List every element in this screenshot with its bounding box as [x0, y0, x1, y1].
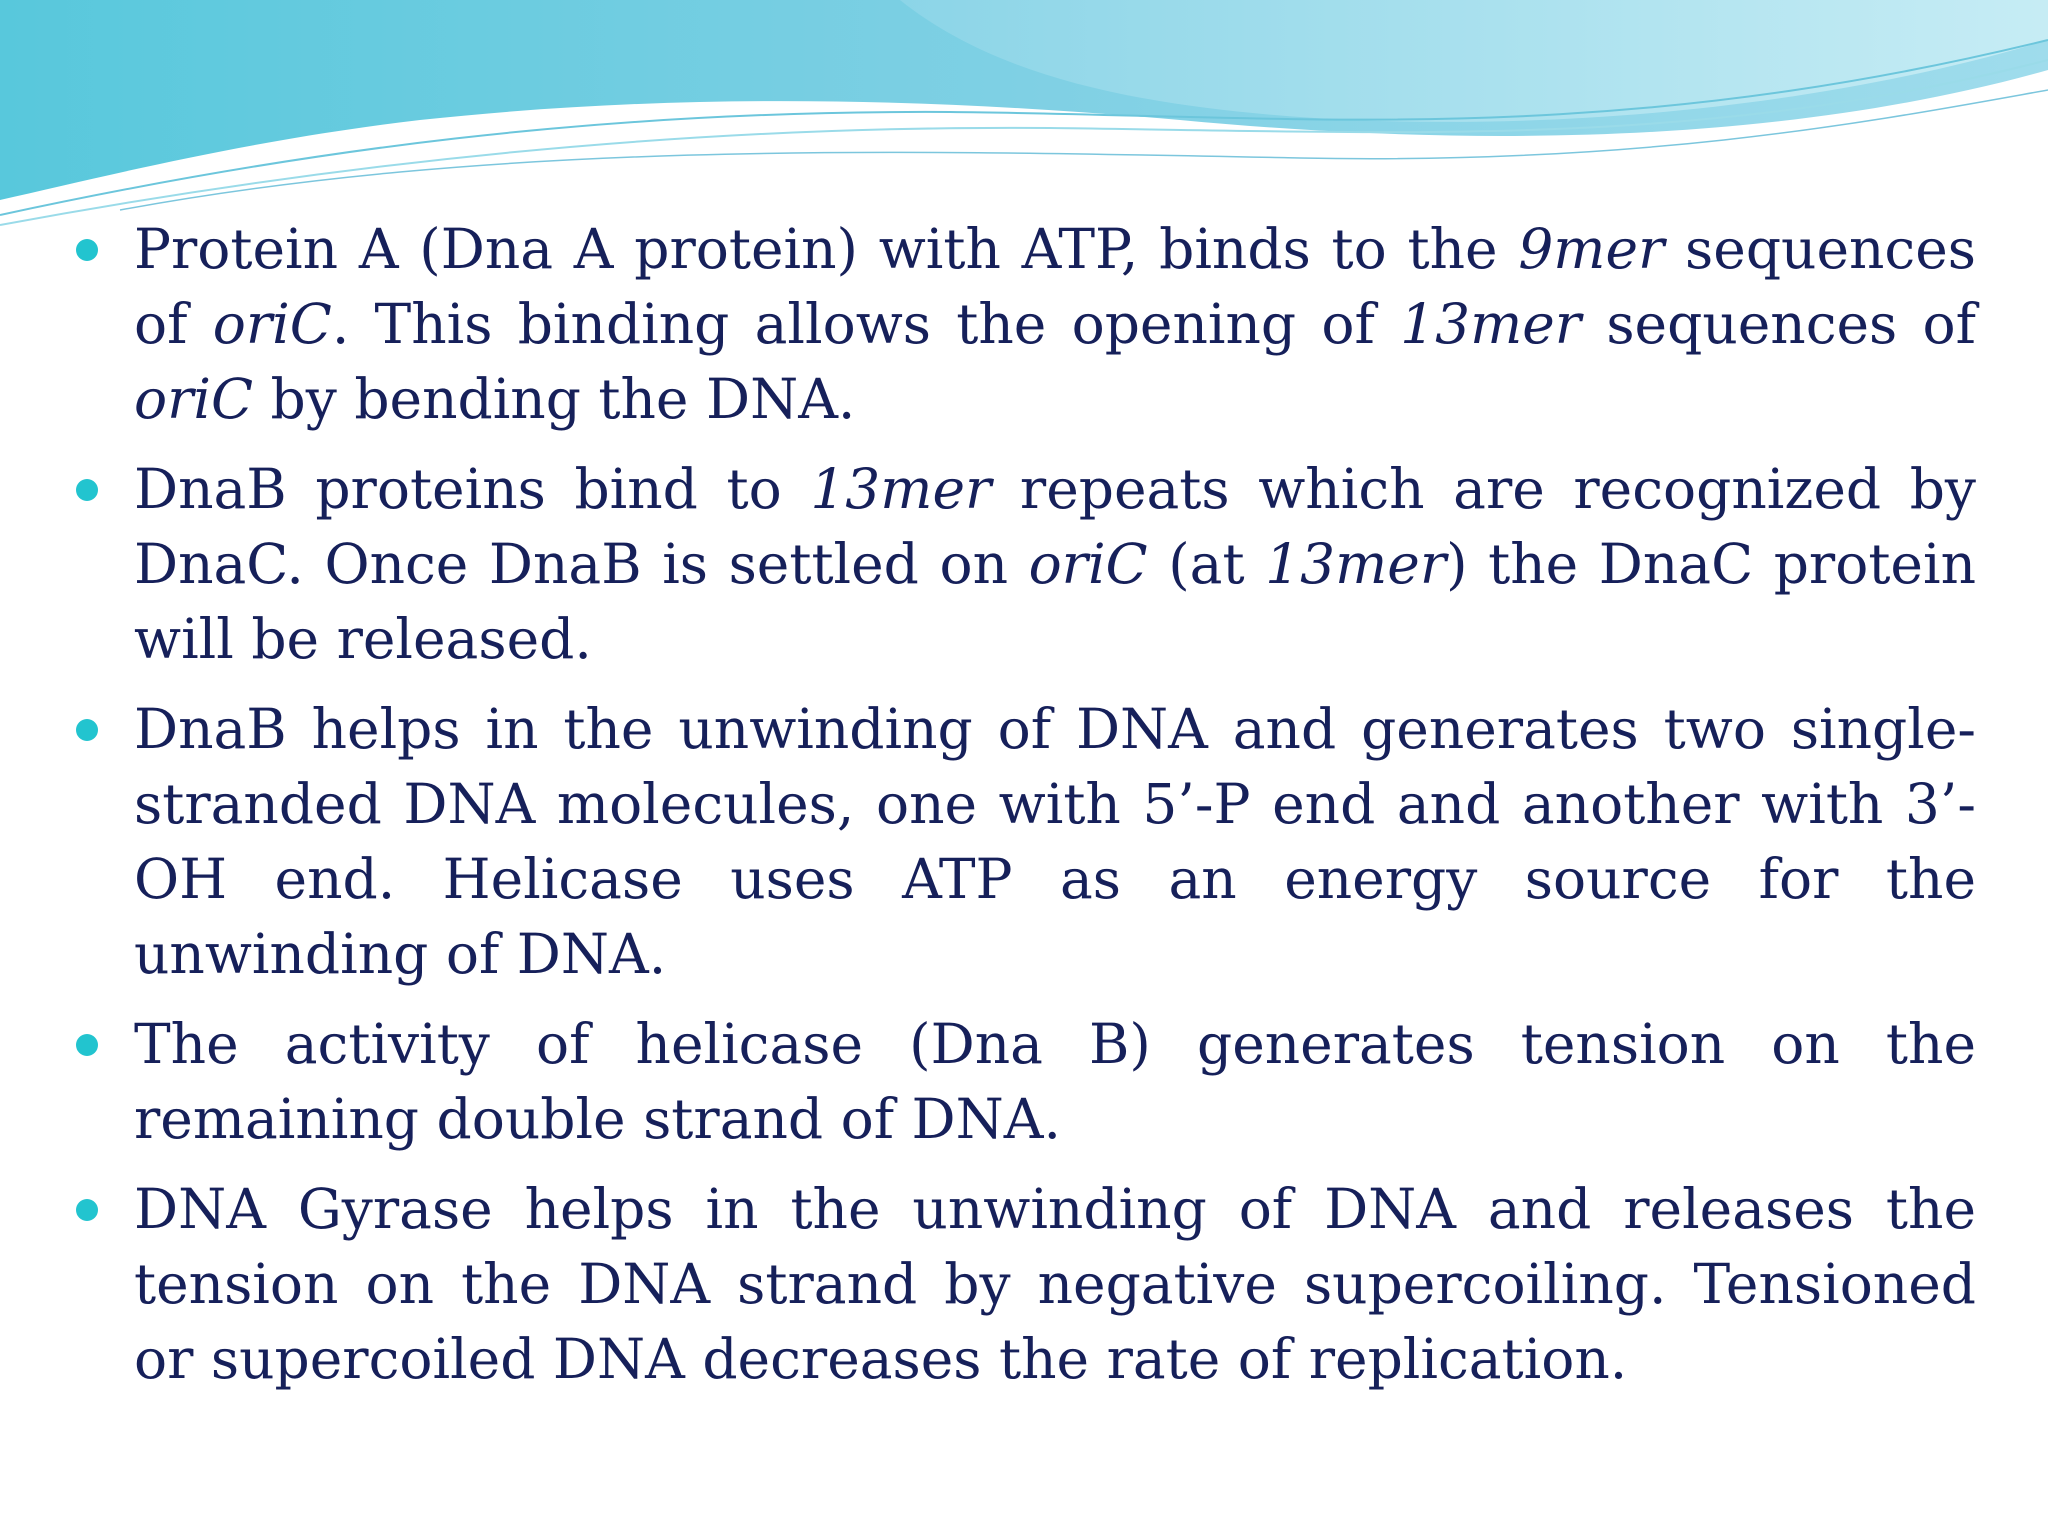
bullet-item [134, 1007, 1976, 1157]
bullet-text: by bending the DNA. [253, 367, 856, 431]
bullet-text: ) the DnaC protein will be released. [134, 532, 1976, 671]
bullet-text: sequences of [134, 217, 1977, 356]
slide-body [134, 212, 1976, 1412]
italic-term: 13mer [1265, 532, 1447, 596]
italic-term: oriC [134, 367, 254, 431]
bullet-dot-icon [76, 1199, 98, 1221]
bullet-dot-icon [76, 1034, 98, 1056]
bullet-text: . This binding allows the opening of [331, 292, 1401, 356]
italic-term: 13mer [1400, 292, 1582, 356]
bullet-item [134, 1172, 1976, 1397]
bullet-item [134, 212, 1976, 437]
bullet-list [134, 212, 1976, 1397]
italic-term: oriC [1028, 532, 1148, 596]
bullet-text: Protein A (Dna A protein) with ATP, binds to the [134, 217, 1519, 281]
bullet-item [134, 452, 1976, 677]
italic-term: 13mer [810, 457, 992, 521]
bullet-text: The activity of helicase (Dna B) generates tension on the remaining double strand of DNA. [134, 1012, 1976, 1151]
bullet-text: DnaB proteins bind to [134, 457, 811, 521]
italic-term: 9mer [1518, 217, 1665, 281]
bullet-dot-icon [76, 479, 98, 501]
italic-term: oriC [212, 292, 332, 356]
bullet-text: DnaB helps in the unwinding of DNA and generates two single-stranded DNA molecules, one with 5’-P end and another with 3’-OH end. Helicase uses ATP as an energy source for the unwinding of DNA. [134, 697, 1976, 986]
bullet-text: sequences of [1581, 292, 1977, 356]
bullet-dot-icon [76, 239, 98, 261]
decorative-wave-header [0, 0, 2048, 240]
bullet-item [134, 692, 1976, 992]
bullet-text: repeats which are recognized by DnaC. Once DnaB is settled on [134, 457, 1976, 596]
bullet-text: (at [1147, 532, 1266, 596]
bullet-dot-icon [76, 719, 98, 741]
bullet-text: DNA Gyrase helps in the unwinding of DNA and releases the tension on the DNA strand by negative supercoiling. Tensioned or supercoiled DNA decreases the rate of replication. [134, 1177, 1976, 1391]
